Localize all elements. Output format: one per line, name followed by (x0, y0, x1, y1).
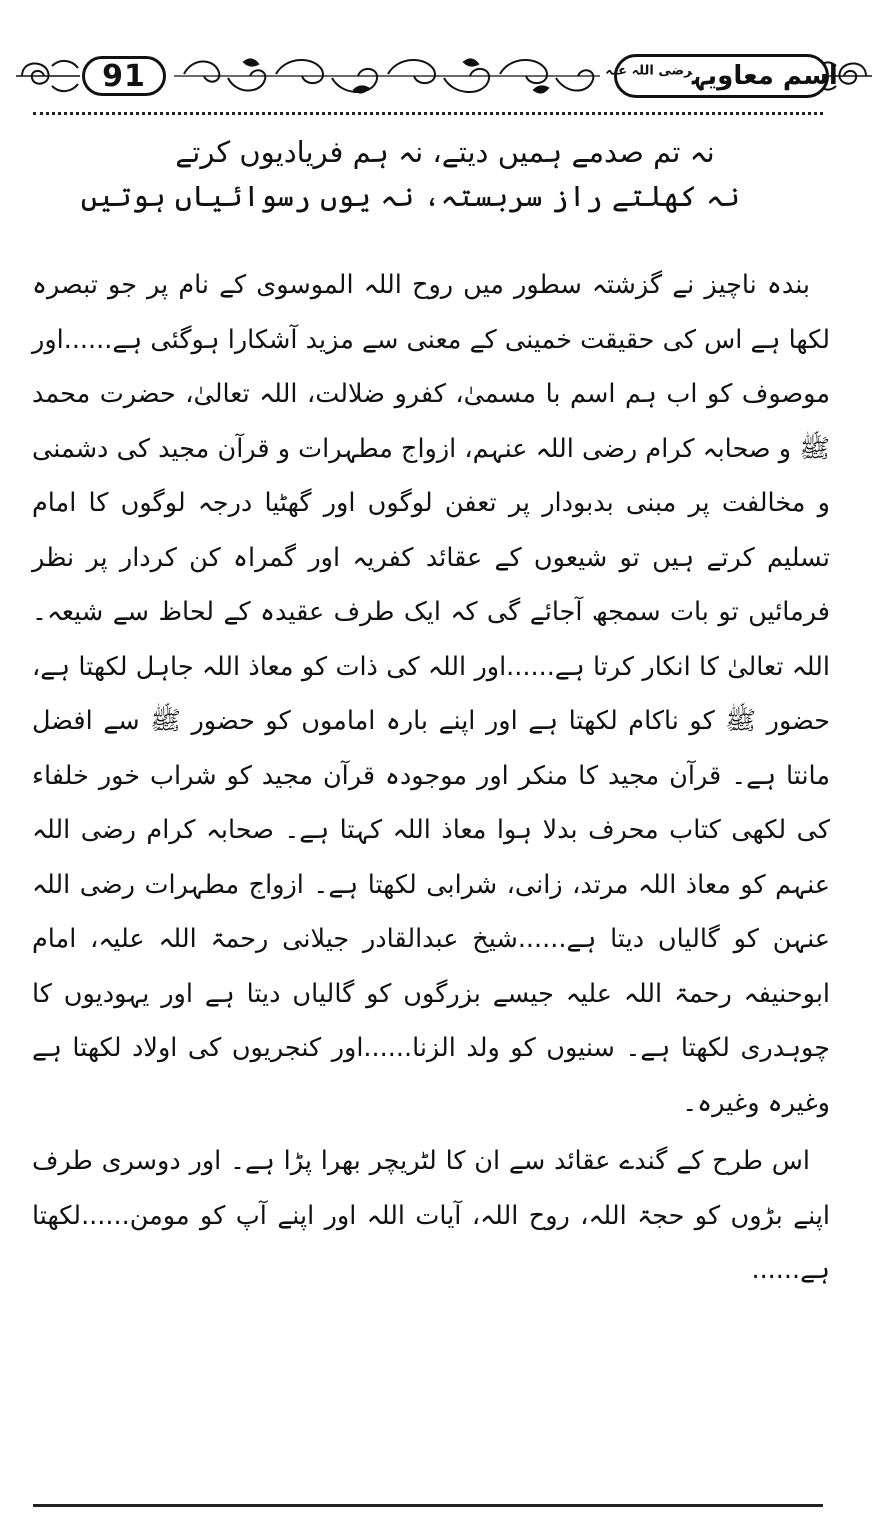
honorific-mark: رضی اللہ عنہ (605, 63, 693, 79)
body-text (32, 258, 830, 1298)
couplet-line-2: نہ کھلتے راز سربستہ، نہ یوں رسوائیاں ہوتیں (80, 179, 740, 213)
page-header (14, 50, 874, 102)
couplet-line-1: نہ تم صدمے ہمیں دیتے، نہ ہم فریادیوں کرتے (175, 135, 715, 169)
header-dotted-divider (33, 112, 823, 115)
running-title: اسم معاویہ$^{رضی اللہ عنہ}$ (605, 61, 838, 91)
page-number-badge (82, 56, 166, 96)
paragraph-2: اس طرح کے گندے عقائد سے ان کا لٹریچر بھرا پڑا ہے۔ اور دوسری طرف اپنے بڑوں کو حجۃ اللہ، روح اللہ، آیات اللہ اور اپنے آپ کو مومن......لکھتا ہے...... (32, 1146, 830, 1285)
page-number: 91 (102, 58, 146, 94)
poetry-couplet (80, 130, 740, 218)
running-title-badge (605, 54, 838, 98)
paragraph-1: بندہ ناچیز نے گزشتہ سطور میں روح اللہ الموسوی کے نام پر جو تبصرہ لکھا ہے اس کی حقیقت خمینی کے معنی سے مزید آشکارا ہوگئی ہے......اور موصوف کو اب ہم اسم با مسمیٰ، کفرو ضلالت، اللہ تعالیٰ، حضرت محمد ﷺ و صحابہ کرام رضی اللہ عنہم، ازواج مطہرات و قرآن مجید کی دشمنی و مخالفت پر مبنی بدبودار پر تعفن لوگوں اور گھٹیا درجہ لوگوں کا امام تسلیم کرتے ہیں تو شیعوں کے عقائد کفریہ اور گمراہ کن کردار پر نظر فرمائیں تو بات سمجھ آجائے گی کہ ایک طرف عقیدہ کے لحاظ سے شیعہ۔ اللہ تعالیٰ کا انکار کرتا ہے......اور اللہ کی ذات کو معاذ اللہ جاہل لکھتا ہے، حضور ﷺ کو ناکام لکھتا ہے اور اپنے بارہ اماموں کو حضور ﷺ سے افضل مانتا ہے۔ قرآن مجید کا منکر اور موجودہ قرآن مجید کو شراب خور خلفاء کی لکھی کتاب محرف بدلا ہوا معاذ اللہ کہتا ہے۔ صحابہ کرام رضی اللہ عنہم کو معاذ اللہ مرتد، زانی، شرابی لکھتا ہے۔ ازواج مطہرات رضی اللہ عنہن کو گالیاں دیتا ہے......شیخ عبدالقادر جیلانی رحمۃ اللہ علیہ، امام ابوحنیفہ رحمۃ اللہ علیہ جیسے بزرگوں کو گالیاں دیتا ہے اور یہودیوں کا چوہدری لکھتا ہے۔ سنیوں کو ولد الزنا......اور کنجریوں کی اولاد لکھتا ہے وغیرہ وغیرہ۔ (32, 270, 830, 1118)
footer-divider (33, 1504, 823, 1507)
